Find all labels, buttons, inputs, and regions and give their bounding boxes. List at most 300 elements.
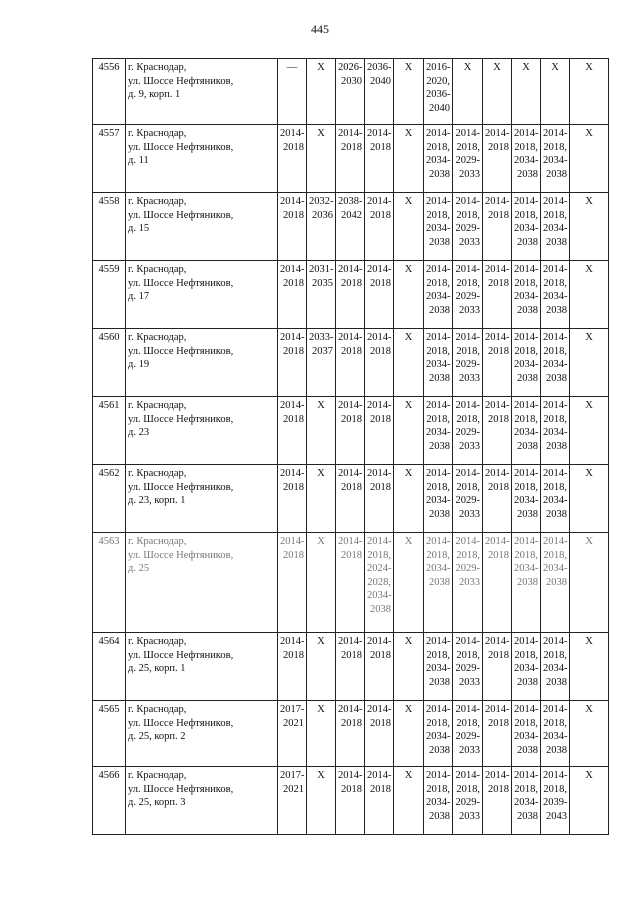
value-cell bbox=[336, 633, 365, 701]
value-cell bbox=[483, 125, 512, 193]
address-line: д. 25, корп. 3 bbox=[128, 797, 186, 808]
row-number: 4565 bbox=[93, 701, 126, 767]
value-line: 2033 bbox=[459, 440, 480, 452]
value-line: 2033 bbox=[459, 304, 480, 316]
value-cell bbox=[483, 633, 512, 701]
table-row bbox=[93, 633, 609, 701]
value-line: 2043 bbox=[546, 810, 567, 822]
value-cell bbox=[483, 193, 512, 261]
value-cell bbox=[541, 465, 570, 533]
value-cell bbox=[394, 125, 424, 193]
value-cell bbox=[394, 59, 424, 125]
value-cell bbox=[453, 329, 483, 397]
value-line: 2018, bbox=[543, 141, 567, 153]
value-cell bbox=[570, 59, 609, 125]
value-cell bbox=[278, 465, 307, 533]
value-cell bbox=[570, 329, 609, 397]
value-line: 2034- bbox=[426, 495, 451, 506]
value-cell bbox=[307, 633, 336, 701]
value-cell bbox=[424, 329, 453, 397]
value-line: X bbox=[585, 264, 593, 275]
value-line: 2038 bbox=[517, 440, 538, 452]
value-line: 2032- bbox=[309, 196, 334, 207]
value-line: 2039- bbox=[543, 797, 568, 808]
value-cell bbox=[307, 261, 336, 329]
value-line: 2042 bbox=[341, 209, 362, 221]
value-cell bbox=[394, 261, 424, 329]
value-line: 2017- bbox=[280, 704, 305, 715]
value-cell bbox=[365, 261, 394, 329]
value-cell bbox=[394, 701, 424, 767]
address-line: г. Краснодар, bbox=[128, 62, 187, 73]
value-cell bbox=[365, 633, 394, 701]
value-cell bbox=[512, 767, 541, 835]
value-line: 2018 bbox=[341, 783, 362, 795]
value-line: 2014- bbox=[514, 468, 539, 479]
value-line: 2018 bbox=[283, 277, 304, 289]
value-line: 2034- bbox=[367, 590, 392, 601]
value-line: 2026- bbox=[338, 62, 363, 73]
value-cell bbox=[336, 261, 365, 329]
value-cell bbox=[278, 397, 307, 465]
value-line: 2014- bbox=[338, 468, 363, 479]
value-line: X bbox=[585, 536, 593, 547]
value-cell bbox=[307, 465, 336, 533]
value-line: 2014- bbox=[543, 264, 568, 275]
value-cell bbox=[453, 633, 483, 701]
value-cell bbox=[365, 533, 394, 633]
value-cell bbox=[541, 261, 570, 329]
value-cell bbox=[541, 59, 570, 125]
value-cell bbox=[336, 193, 365, 261]
value-cell bbox=[336, 533, 365, 633]
address-line: ул. Шоссе Нефтяников, bbox=[128, 141, 234, 153]
value-cell bbox=[512, 633, 541, 701]
address-line: д. 25, корп. 2 bbox=[128, 731, 186, 742]
value-line: 2034- bbox=[543, 291, 568, 302]
table-row bbox=[93, 261, 609, 329]
value-line: X bbox=[404, 770, 413, 781]
value-line: 2033 bbox=[459, 810, 480, 822]
value-cell bbox=[424, 125, 453, 193]
value-cell bbox=[307, 767, 336, 835]
value-line: 2018, bbox=[426, 277, 450, 289]
value-line: 2018 bbox=[283, 413, 304, 425]
value-line: 2014- bbox=[280, 196, 305, 207]
value-line: 2034- bbox=[426, 563, 451, 574]
value-line: 2017- bbox=[280, 770, 305, 781]
value-cell bbox=[336, 329, 365, 397]
address-line: г. Краснодар, bbox=[128, 196, 187, 207]
address-cell bbox=[126, 125, 278, 193]
value-cell bbox=[424, 701, 453, 767]
value-line: 2018 bbox=[370, 141, 391, 153]
value-cell bbox=[541, 193, 570, 261]
value-cell bbox=[336, 59, 365, 125]
value-line: 2033 bbox=[459, 236, 480, 248]
value-line: X bbox=[585, 704, 593, 715]
value-line: X bbox=[404, 636, 413, 647]
value-cell bbox=[483, 261, 512, 329]
value-line: 2038 bbox=[546, 576, 567, 588]
value-line: 2018 bbox=[488, 345, 509, 357]
value-line: 2018, bbox=[426, 549, 450, 561]
address-cell bbox=[126, 193, 278, 261]
value-line: 2014- bbox=[455, 770, 480, 781]
value-line: 2038 bbox=[546, 304, 567, 316]
value-line: X bbox=[317, 770, 325, 781]
value-cell bbox=[278, 329, 307, 397]
value-line: X bbox=[404, 468, 413, 479]
value-cell bbox=[424, 397, 453, 465]
address-line: г. Краснодар, bbox=[128, 468, 187, 479]
value-line: 2018, bbox=[456, 649, 480, 661]
value-line: 2018, bbox=[456, 277, 480, 289]
value-line: X bbox=[404, 704, 413, 715]
value-line: X bbox=[493, 62, 501, 73]
value-cell bbox=[424, 465, 453, 533]
value-cell bbox=[365, 397, 394, 465]
value-line: 2014- bbox=[514, 636, 539, 647]
address-line: д. 25 bbox=[128, 563, 150, 574]
value-line: 2014- bbox=[485, 196, 510, 207]
value-line: 2034- bbox=[514, 427, 539, 438]
value-line: 2036- bbox=[426, 89, 451, 100]
address-line: ул. Шоссе Нефтяников, bbox=[128, 345, 234, 357]
value-line: X bbox=[404, 332, 413, 343]
value-line: 2033- bbox=[309, 332, 334, 343]
value-line: 2034- bbox=[543, 495, 568, 506]
value-line: 2034- bbox=[426, 427, 451, 438]
value-line: 2036- bbox=[367, 62, 392, 73]
value-line: 2034- bbox=[426, 797, 451, 808]
value-line: 2018, bbox=[514, 277, 538, 289]
address-line: г. Краснодар, bbox=[128, 770, 187, 781]
value-cell bbox=[336, 701, 365, 767]
table-row bbox=[93, 193, 609, 261]
table-row bbox=[93, 59, 609, 125]
value-line: 2014- bbox=[543, 468, 568, 479]
value-line: 2014- bbox=[485, 128, 510, 139]
value-cell bbox=[307, 125, 336, 193]
value-line: X bbox=[404, 196, 413, 207]
value-line: 2018 bbox=[370, 209, 391, 221]
value-line: 2014- bbox=[367, 400, 392, 411]
value-line: 2014- bbox=[280, 264, 305, 275]
value-line: X bbox=[317, 636, 325, 647]
address-cell bbox=[126, 701, 278, 767]
address-cell bbox=[126, 329, 278, 397]
value-line: 2035 bbox=[312, 277, 333, 289]
value-line: 2018, bbox=[514, 783, 538, 795]
value-cell bbox=[570, 633, 609, 701]
value-line: 2018, bbox=[426, 209, 450, 221]
value-line: 2018, bbox=[543, 481, 567, 493]
value-line: 2014- bbox=[514, 704, 539, 715]
value-cell bbox=[278, 533, 307, 633]
value-line: 2034- bbox=[514, 223, 539, 234]
value-line: 2018, bbox=[543, 783, 567, 795]
value-line: 2018, bbox=[543, 413, 567, 425]
value-cell bbox=[336, 465, 365, 533]
address-line: г. Краснодар, bbox=[128, 400, 187, 411]
value-line: 2038 bbox=[517, 676, 538, 688]
address-cell bbox=[126, 397, 278, 465]
value-cell bbox=[278, 701, 307, 767]
value-cell bbox=[483, 701, 512, 767]
value-line: 2018 bbox=[341, 413, 362, 425]
address-line: г. Краснодар, bbox=[128, 636, 187, 647]
value-cell bbox=[307, 59, 336, 125]
value-line: 2014- bbox=[280, 636, 305, 647]
value-cell bbox=[483, 59, 512, 125]
address-cell bbox=[126, 59, 278, 125]
value-line: 2033 bbox=[459, 576, 480, 588]
value-cell bbox=[453, 125, 483, 193]
value-line: 2038 bbox=[429, 304, 450, 316]
value-line: 2034- bbox=[514, 563, 539, 574]
page-number: 445 bbox=[311, 22, 329, 36]
value-line: 2018, bbox=[543, 345, 567, 357]
address-cell bbox=[126, 261, 278, 329]
value-line: 2021 bbox=[283, 783, 304, 795]
value-line: 2014- bbox=[543, 770, 568, 781]
value-cell bbox=[365, 125, 394, 193]
value-cell bbox=[512, 701, 541, 767]
value-cell bbox=[512, 533, 541, 633]
value-cell bbox=[453, 193, 483, 261]
value-line: 2018 bbox=[283, 345, 304, 357]
value-cell bbox=[424, 193, 453, 261]
value-line: 2014- bbox=[338, 264, 363, 275]
value-line: 2014- bbox=[543, 196, 568, 207]
value-line: 2014- bbox=[367, 770, 392, 781]
value-line: 2018, bbox=[456, 549, 480, 561]
value-line: 2034- bbox=[426, 731, 451, 742]
table-row bbox=[93, 701, 609, 767]
value-cell bbox=[336, 767, 365, 835]
value-cell bbox=[541, 701, 570, 767]
value-line: 2014- bbox=[280, 332, 305, 343]
value-line: 2038 bbox=[546, 440, 567, 452]
value-cell bbox=[570, 465, 609, 533]
value-line: 2018, bbox=[456, 209, 480, 221]
value-line: 2038- bbox=[338, 196, 363, 207]
value-line: 2014- bbox=[514, 196, 539, 207]
value-line: 2031- bbox=[309, 264, 334, 275]
value-line: 2018 bbox=[370, 481, 391, 493]
value-line: 2028, bbox=[367, 576, 391, 588]
address-line: д. 11 bbox=[128, 155, 149, 166]
value-line: 2018, bbox=[543, 209, 567, 221]
value-line: 2018, bbox=[543, 649, 567, 661]
value-cell bbox=[365, 329, 394, 397]
value-line: 2014- bbox=[543, 128, 568, 139]
value-line: 2018, bbox=[456, 783, 480, 795]
value-cell bbox=[424, 59, 453, 125]
value-cell bbox=[453, 533, 483, 633]
value-line: 2037 bbox=[312, 345, 333, 357]
value-line: 2038 bbox=[429, 508, 450, 520]
value-line: 2014- bbox=[485, 264, 510, 275]
value-cell bbox=[541, 767, 570, 835]
value-line: 2029- bbox=[455, 155, 480, 166]
value-line: 2018 bbox=[370, 345, 391, 357]
value-line: X bbox=[404, 128, 413, 139]
row-number: 4560 bbox=[93, 329, 126, 397]
value-line: 2014- bbox=[338, 400, 363, 411]
table-row bbox=[93, 767, 609, 835]
value-line: 2018, bbox=[456, 481, 480, 493]
value-line: 2018 bbox=[341, 649, 362, 661]
value-line: 2040 bbox=[429, 102, 450, 114]
value-line: 2018 bbox=[488, 141, 509, 153]
value-line: 2029- bbox=[455, 495, 480, 506]
value-line: X bbox=[317, 400, 325, 411]
value-cell bbox=[394, 193, 424, 261]
value-line: X bbox=[404, 400, 413, 411]
value-line: 2014- bbox=[367, 636, 392, 647]
value-line: 2038 bbox=[546, 676, 567, 688]
value-line: 2014- bbox=[426, 400, 451, 411]
value-line: 2014- bbox=[485, 468, 510, 479]
value-line: 2018, bbox=[426, 783, 450, 795]
value-line: 2014- bbox=[455, 636, 480, 647]
value-line: X bbox=[585, 128, 593, 139]
value-cell bbox=[541, 533, 570, 633]
value-cell bbox=[365, 59, 394, 125]
value-cell bbox=[307, 329, 336, 397]
value-line: 2018 bbox=[341, 277, 362, 289]
value-line: 2018 bbox=[341, 549, 362, 561]
value-cell bbox=[394, 465, 424, 533]
value-line: 2014- bbox=[426, 770, 451, 781]
value-line: 2014- bbox=[280, 400, 305, 411]
value-line: 2018, bbox=[514, 649, 538, 661]
table-row bbox=[93, 465, 609, 533]
value-line: 2029- bbox=[455, 291, 480, 302]
value-line: 2014- bbox=[514, 536, 539, 547]
value-cell bbox=[483, 329, 512, 397]
value-cell bbox=[541, 633, 570, 701]
value-line: 2014- bbox=[426, 636, 451, 647]
address-cell bbox=[126, 633, 278, 701]
value-line: 2014- bbox=[514, 332, 539, 343]
value-line: 2029- bbox=[455, 731, 480, 742]
value-line: 2038 bbox=[517, 372, 538, 384]
value-cell bbox=[307, 397, 336, 465]
value-cell bbox=[512, 397, 541, 465]
row-number: 4561 bbox=[93, 397, 126, 465]
value-cell bbox=[512, 261, 541, 329]
value-line: 2014- bbox=[367, 196, 392, 207]
value-line: 2014- bbox=[367, 536, 392, 547]
value-line: 2018, bbox=[514, 209, 538, 221]
value-line: X bbox=[463, 62, 472, 73]
value-line: 2034- bbox=[543, 663, 568, 674]
value-line: 2034- bbox=[426, 663, 451, 674]
value-cell bbox=[570, 193, 609, 261]
value-line: 2018, bbox=[426, 649, 450, 661]
value-cell bbox=[483, 397, 512, 465]
value-line: X bbox=[585, 196, 593, 207]
address-cell bbox=[126, 533, 278, 633]
value-cell bbox=[570, 125, 609, 193]
value-line: 2034- bbox=[514, 155, 539, 166]
value-line: X bbox=[585, 400, 593, 411]
value-cell bbox=[424, 633, 453, 701]
value-line: 2034- bbox=[543, 223, 568, 234]
value-line: 2034- bbox=[514, 663, 539, 674]
value-line: X bbox=[585, 636, 593, 647]
value-cell bbox=[394, 329, 424, 397]
value-line: 2033 bbox=[459, 508, 480, 520]
value-line: 2018 bbox=[341, 141, 362, 153]
value-line: 2038 bbox=[429, 744, 450, 756]
value-line: 2014- bbox=[543, 704, 568, 715]
address-line: ул. Шоссе Нефтяников, bbox=[128, 209, 234, 221]
address-line: ул. Шоссе Нефтяников, bbox=[128, 413, 234, 425]
value-line: 2020, bbox=[426, 75, 450, 87]
value-line: 2018 bbox=[488, 481, 509, 493]
value-cell bbox=[453, 397, 483, 465]
value-cell bbox=[453, 465, 483, 533]
value-line: 2014- bbox=[338, 332, 363, 343]
row-number: 4558 bbox=[93, 193, 126, 261]
value-line: X bbox=[585, 332, 593, 343]
value-line: 2018 bbox=[370, 277, 391, 289]
value-line: X bbox=[317, 704, 325, 715]
address-line: ул. Шоссе Нефтяников, bbox=[128, 783, 234, 795]
value-line: 2038 bbox=[546, 168, 567, 180]
value-cell bbox=[483, 465, 512, 533]
value-cell bbox=[424, 533, 453, 633]
value-line: X bbox=[317, 128, 325, 139]
value-line: 2038 bbox=[546, 236, 567, 248]
address-line: д. 25, корп. 1 bbox=[128, 663, 186, 674]
value-line: 2018, bbox=[426, 345, 450, 357]
value-line: 2014- bbox=[514, 770, 539, 781]
value-line: 2038 bbox=[517, 236, 538, 248]
value-line: — bbox=[286, 62, 298, 73]
value-line: 2034- bbox=[514, 495, 539, 506]
value-line: 2014- bbox=[455, 264, 480, 275]
value-line: 2029- bbox=[455, 427, 480, 438]
value-line: 2030 bbox=[341, 75, 362, 87]
value-line: 2018 bbox=[488, 783, 509, 795]
value-line: X bbox=[404, 536, 413, 547]
value-cell bbox=[570, 701, 609, 767]
value-line: 2014- bbox=[455, 196, 480, 207]
value-line: 2038 bbox=[517, 576, 538, 588]
row-number: 4557 bbox=[93, 125, 126, 193]
value-line: 2014- bbox=[338, 770, 363, 781]
value-cell bbox=[336, 125, 365, 193]
address-line: д. 17 bbox=[128, 291, 150, 302]
address-line: д. 9, корп. 1 bbox=[128, 89, 181, 100]
value-line: X bbox=[404, 62, 413, 73]
value-line: 2018, bbox=[514, 141, 538, 153]
value-cell bbox=[278, 125, 307, 193]
value-line: 2018 bbox=[283, 549, 304, 561]
value-line: 2014- bbox=[485, 770, 510, 781]
value-line: 2034- bbox=[514, 359, 539, 370]
value-line: 2038 bbox=[429, 676, 450, 688]
value-cell bbox=[512, 329, 541, 397]
value-line: 2033 bbox=[459, 744, 480, 756]
value-line: 2033 bbox=[459, 372, 480, 384]
value-line: 2014- bbox=[367, 468, 392, 479]
